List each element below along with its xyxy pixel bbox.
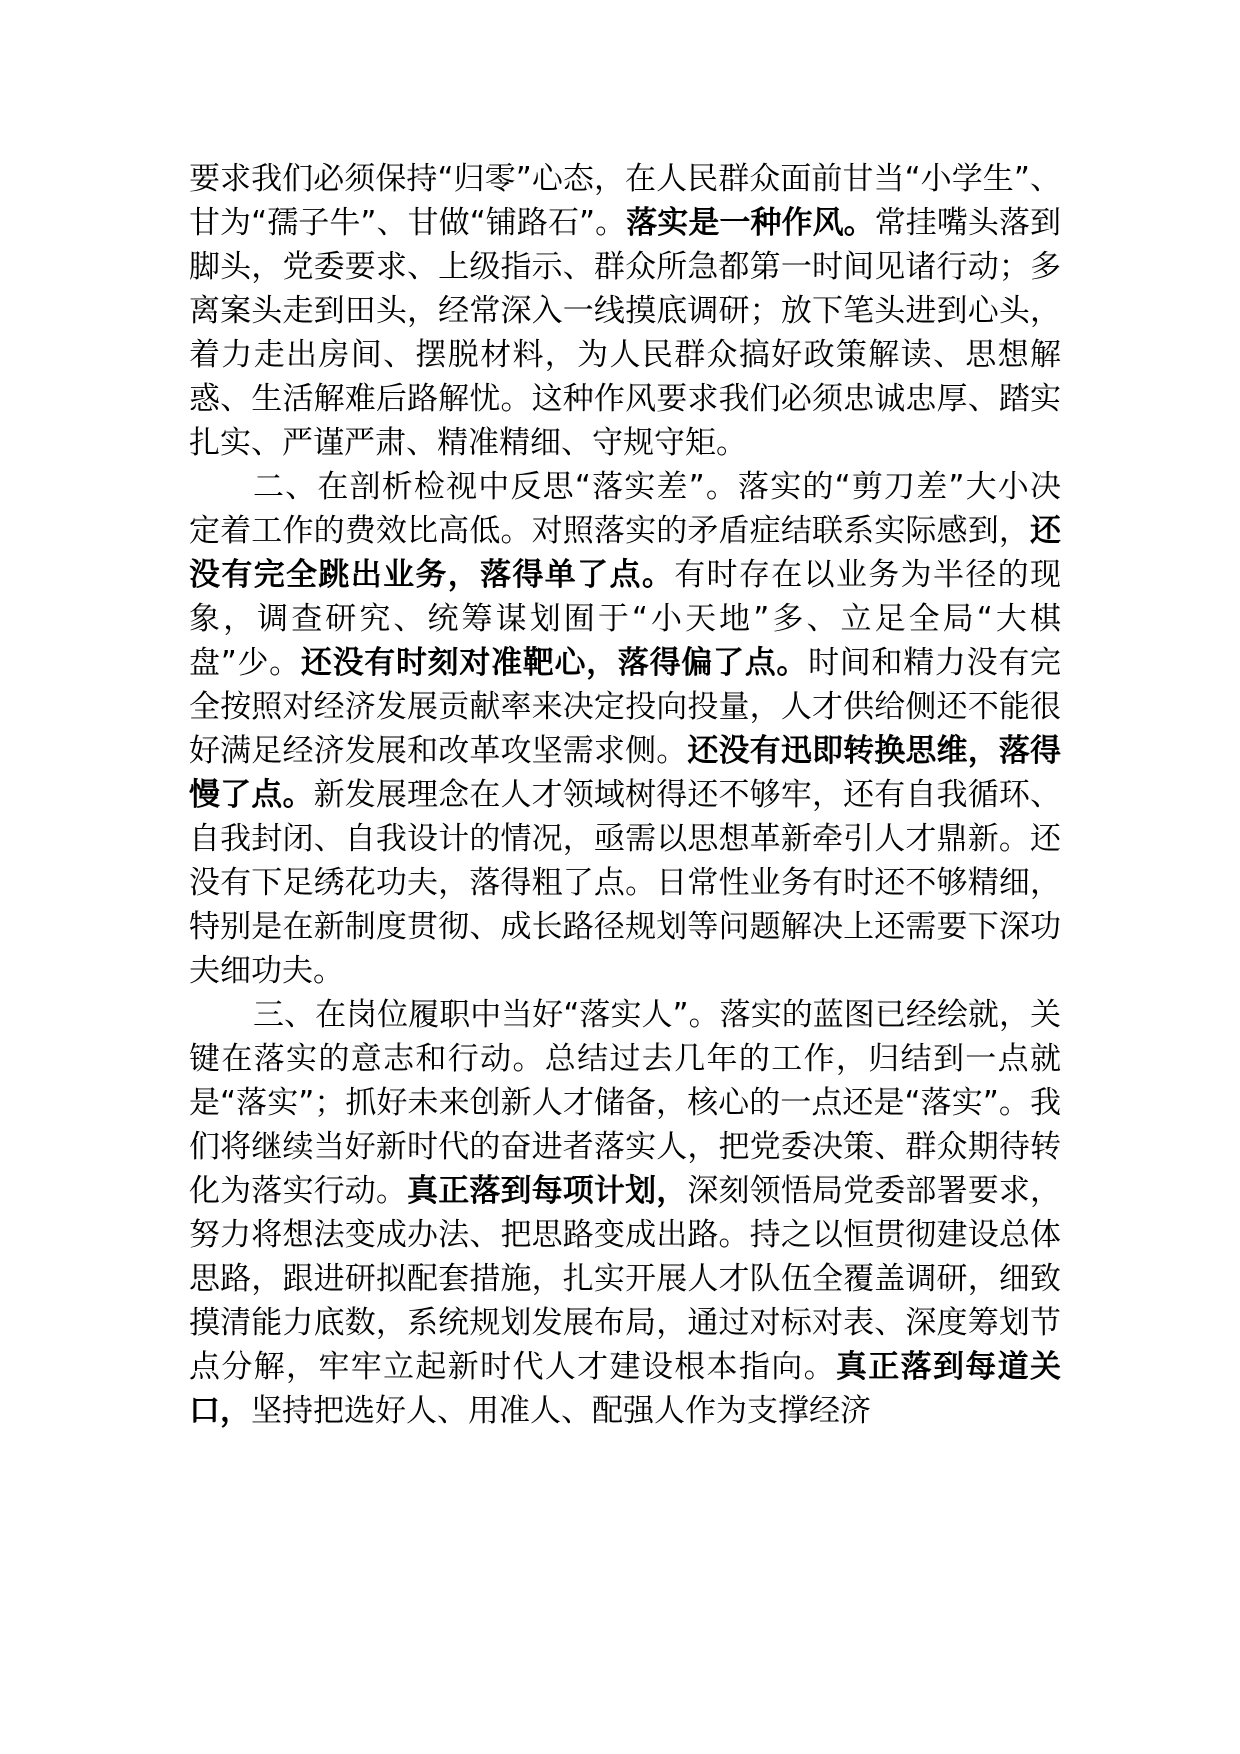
text-run: 二、在剖析检视中反思“落实差”。落实的“剪刀差”大小决定着工作的费效比高低。对照落实的矛盾症结联系实际感到， [189, 469, 1061, 549]
text-run: 深刻领悟局党委部署要求，努力将想法变成办法、把思路变成出路。持之以恒贯彻建设总体思路，跟进研拟配套措施，扎实开展人才队伍全覆盖调研，细致摸清能力底数，系统规划发展布局，通过对标对表、深度筹划节点分解，牢牢立起新时代人才建设根本指向。 [189, 1173, 1062, 1385]
bold-text-run: 还没有完全跳出业务，落得单了点。 [189, 513, 1061, 593]
bold-text-run: 还没有迅即转换思维，落得慢了点。 [189, 733, 1062, 813]
bold-text-run: 落实是一种作风。 [626, 205, 875, 241]
text-run: 坚持把选好人、用准人、配强人作为支撑经济 [251, 1393, 871, 1429]
bold-text-run: 真正落到每项计划， [407, 1173, 688, 1209]
paragraph [189, 993, 1061, 1433]
text-run: 常挂嘴头落到脚头，党委要求、上级指示、群众所急都第一时间见诸行动；多离案头走到田头，经常深入一线摸底调研；放下笔头进到心头，着力走出房间、摆脱材料，为人民群众搞好政策解读、思想解惑、生活解难后路解忧。这种作风要求我们必须忠诚忠厚、踏实扎实、严谨严肃、精准精细、守规守矩。 [189, 205, 1062, 461]
text-run: 三、在岗位履职中当好“落实人”。落实的蓝图已经绘就，关键在落实的意志和行动。总结过去几年的工作，归结到一点就是“落实”；抓好未来创新人才储备，核心的一点还是“落实”。我们将继续当好新时代的奋进者落实人，把党委决策、群众期待转化为落实行动。 [189, 997, 1061, 1209]
text-run: 时间和精力没有完全按照对经济发展贡献率来决定投向投量，人才供给侧还不能很好满足经济发展和改革攻坚需求侧。 [189, 645, 1062, 769]
paragraph [189, 157, 1061, 465]
bold-text-run: 真正落到每道关口， [189, 1349, 1061, 1429]
paragraph [189, 465, 1061, 993]
text-run: 要求我们必须保持“归零”心态，在人民群众面前甘当“小学生”、甘为“孺子牛”、甘做“铺路石”。 [189, 161, 1061, 241]
document-page [189, 157, 1061, 1433]
text-run: 新发展理念在人才领域树得还不够牢，还有自我循环、自我封闭、自我设计的情况，亟需以思想革新牵引人才鼎新。还没有下足绣花功夫，落得粗了点。日常性业务有时还不够精细，特别是在新制度贯彻、成长路径规划等问题解决上还需要下深功夫细功夫。 [189, 777, 1061, 989]
text-run: 有时存在以业务为半径的现象，调查研究、统筹谋划囿于“小天地”多、立足全局“大棋盘”少。 [189, 557, 1062, 681]
bold-text-run: 还没有时刻对准靶心，落得偏了点。 [300, 645, 809, 681]
